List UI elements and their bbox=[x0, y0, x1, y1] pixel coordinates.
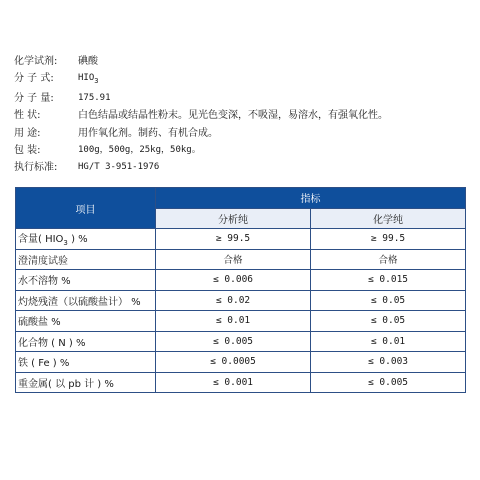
header-grade-cp: 化学纯 bbox=[311, 208, 466, 229]
row-value-cp: 合格 bbox=[311, 249, 466, 270]
info-label: 用 途: bbox=[14, 127, 41, 139]
row-value-ar: ≤ 0.006 bbox=[156, 270, 311, 291]
row-name: 澄清度试验 bbox=[16, 249, 156, 270]
info-row-standard bbox=[14, 159, 388, 176]
row-name: 化合物 ( N ) % bbox=[16, 331, 156, 352]
header-grade-ar: 分析纯 bbox=[156, 208, 311, 229]
info-value: 碘酸 bbox=[78, 56, 98, 67]
info-label: 分 子 量: bbox=[14, 93, 54, 105]
row-name: 含量( $HIO_3$ ) % bbox=[16, 229, 156, 250]
row-value-ar: ≥ 99.5 bbox=[156, 229, 311, 250]
info-row-usage bbox=[14, 125, 388, 142]
info-row-formula bbox=[14, 70, 388, 90]
row-value-cp: ≥ 99.5 bbox=[311, 229, 466, 250]
row-value-cp: ≤ 0.05 bbox=[311, 311, 466, 332]
row-name: 灼烧残渣（以硫酸盐计） % bbox=[16, 290, 156, 311]
table-row bbox=[16, 229, 466, 250]
table-row bbox=[16, 270, 466, 291]
info-value: HG/T 3-951-1976 bbox=[78, 162, 160, 173]
row-value-ar: ≤ 0.02 bbox=[156, 290, 311, 311]
row-value-cp: ≤ 0.01 bbox=[311, 331, 466, 352]
row-value-cp: ≤ 0.003 bbox=[311, 352, 466, 373]
table-row bbox=[16, 311, 466, 332]
table-row bbox=[16, 352, 466, 373]
info-value: 白色结晶或结晶性粉末。见光色变深，不吸湿，易溶水，有强氧化性。 bbox=[78, 110, 388, 122]
header-index: 指标 bbox=[156, 188, 466, 209]
table-row bbox=[16, 372, 466, 393]
row-value-cp: ≤ 0.015 bbox=[311, 270, 466, 291]
info-label: 性 状: bbox=[14, 110, 41, 122]
info-value: 175.91 bbox=[78, 93, 111, 104]
info-row-reagent bbox=[14, 53, 388, 70]
table-header-row bbox=[16, 188, 466, 209]
row-value-ar: ≤ 0.005 bbox=[156, 331, 311, 352]
row-name: 铁 ( Fe ) % bbox=[16, 352, 156, 373]
info-row-weight bbox=[14, 90, 388, 107]
info-row-package bbox=[14, 142, 388, 159]
row-name: 重金属( 以 pb 计 ) % bbox=[16, 372, 156, 393]
row-name: 水不溶物 % bbox=[16, 270, 156, 291]
table-row bbox=[16, 331, 466, 352]
header-item: 项目 bbox=[16, 188, 156, 229]
info-label: 执行标准: bbox=[14, 162, 58, 174]
row-value-ar: ≤ 0.001 bbox=[156, 372, 311, 393]
table-row bbox=[16, 290, 466, 311]
row-name: 硫酸盐 % bbox=[16, 311, 156, 332]
info-label: 化学试剂: bbox=[14, 56, 58, 67]
row-value-ar: ≤ 0.01 bbox=[156, 311, 311, 332]
table-row bbox=[16, 249, 466, 270]
product-info bbox=[14, 53, 388, 176]
spec-table bbox=[15, 187, 466, 393]
row-value-cp: ≤ 0.05 bbox=[311, 290, 466, 311]
info-value-formula: $HIO_3$ bbox=[78, 73, 99, 85]
info-label: 分 子 式: bbox=[14, 73, 54, 85]
row-value-ar: 合格 bbox=[156, 249, 311, 270]
row-value-ar: ≤ 0.0005 bbox=[156, 352, 311, 373]
row-value-cp: ≤ 0.005 bbox=[311, 372, 466, 393]
info-label: 包 装: bbox=[14, 144, 41, 156]
info-value: 100g，500g，25kg，50kg。 bbox=[78, 144, 201, 155]
info-value: 用作氧化剂。制药、有机合成。 bbox=[78, 127, 218, 139]
info-row-appearance bbox=[14, 107, 388, 124]
